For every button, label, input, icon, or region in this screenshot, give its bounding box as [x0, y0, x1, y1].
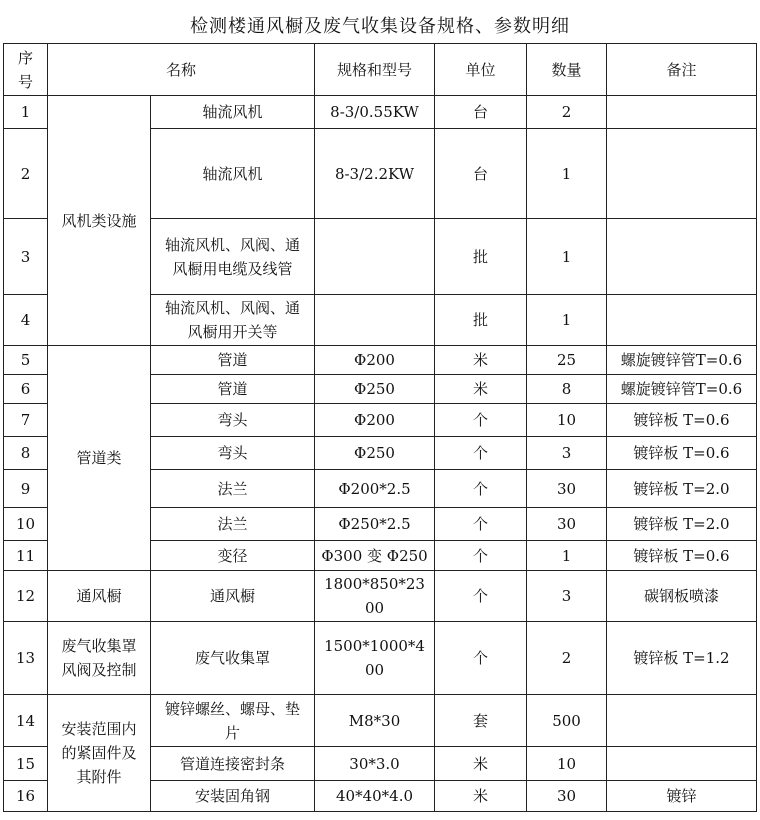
item-qty: 1 — [527, 295, 607, 346]
item-name: 管道连接密封条 — [151, 747, 315, 781]
group-exhaust: 废气收集罩风阀及控制 — [48, 622, 151, 695]
item-spec: M8*30 — [315, 695, 435, 747]
row-number: 4 — [4, 295, 48, 346]
item-qty: 8 — [527, 375, 607, 404]
row-number: 2 — [4, 129, 48, 219]
table-row — [4, 571, 757, 622]
item-qty: 30 — [527, 781, 607, 812]
item-name: 废气收集罩 — [151, 622, 315, 695]
row-number: 6 — [4, 375, 48, 404]
item-note: 镀锌板 T=0.6 — [607, 541, 757, 571]
document-title: 检测楼通风橱及废气收集设备规格、参数明细 — [190, 16, 570, 37]
item-note: 螺旋镀锌管T=0.6 — [607, 346, 757, 375]
row-number: 11 — [4, 541, 48, 571]
row-number: 12 — [4, 571, 48, 622]
item-unit: 米 — [435, 346, 527, 375]
table-row — [4, 96, 757, 129]
header-qty: 数量 — [527, 44, 607, 96]
item-spec: Φ250 — [315, 375, 435, 404]
group-fasten: 安装范围内的紧固件及其附件 — [48, 695, 151, 812]
row-number: 9 — [4, 470, 48, 508]
item-note — [607, 129, 757, 219]
item-qty: 3 — [527, 437, 607, 470]
item-name: 管道 — [151, 346, 315, 375]
row-number: 14 — [4, 695, 48, 747]
item-spec: 8-3/2.2KW — [315, 129, 435, 219]
item-spec — [315, 219, 435, 295]
spec-table — [3, 43, 757, 812]
item-note — [607, 695, 757, 747]
group-fan: 风机类设施 — [48, 96, 151, 346]
item-qty: 1 — [527, 219, 607, 295]
item-unit: 套 — [435, 695, 527, 747]
item-unit: 个 — [435, 508, 527, 541]
item-unit: 台 — [435, 96, 527, 129]
item-name: 法兰 — [151, 508, 315, 541]
header-unit: 单位 — [435, 44, 527, 96]
item-note: 镀锌板 T=0.6 — [607, 437, 757, 470]
item-spec: 40*40*4.0 — [315, 781, 435, 812]
item-spec: Φ250 — [315, 437, 435, 470]
item-qty: 30 — [527, 470, 607, 508]
row-number: 15 — [4, 747, 48, 781]
item-qty: 10 — [527, 404, 607, 437]
item-spec: Φ200 — [315, 346, 435, 375]
item-unit: 批 — [435, 219, 527, 295]
item-note — [607, 96, 757, 129]
group-duct: 管道类 — [48, 346, 151, 571]
item-unit: 批 — [435, 295, 527, 346]
item-unit: 个 — [435, 541, 527, 571]
table-row — [4, 622, 757, 695]
item-name: 安装固角钢 — [151, 781, 315, 812]
item-unit: 米 — [435, 747, 527, 781]
table-row — [4, 695, 757, 747]
item-name: 轴流风机 — [151, 96, 315, 129]
row-number: 16 — [4, 781, 48, 812]
item-name: 镀锌螺丝、螺母、垫片 — [151, 695, 315, 747]
item-qty: 2 — [527, 96, 607, 129]
item-name: 通风橱 — [151, 571, 315, 622]
item-spec: 1500*1000*400 — [315, 622, 435, 695]
row-number: 3 — [4, 219, 48, 295]
item-unit: 台 — [435, 129, 527, 219]
item-note — [607, 747, 757, 781]
item-name: 法兰 — [151, 470, 315, 508]
item-qty: 10 — [527, 747, 607, 781]
item-spec: Φ300 变 Φ250 — [315, 541, 435, 571]
item-qty: 25 — [527, 346, 607, 375]
item-spec: Φ200*2.5 — [315, 470, 435, 508]
item-qty: 30 — [527, 508, 607, 541]
item-note — [607, 219, 757, 295]
item-spec: Φ200 — [315, 404, 435, 437]
item-unit: 个 — [435, 571, 527, 622]
header-note: 备注 — [607, 44, 757, 96]
row-number: 1 — [4, 96, 48, 129]
item-note: 镀锌板 T=2.0 — [607, 470, 757, 508]
row-number: 8 — [4, 437, 48, 470]
header-row — [4, 44, 757, 96]
item-qty: 2 — [527, 622, 607, 695]
item-name: 轴流风机、风阀、通风橱用电缆及线管 — [151, 219, 315, 295]
row-number: 10 — [4, 508, 48, 541]
item-name: 弯头 — [151, 437, 315, 470]
item-note: 镀锌板 T=0.6 — [607, 404, 757, 437]
item-spec: 30*3.0 — [315, 747, 435, 781]
item-note: 镀锌 — [607, 781, 757, 812]
item-spec: 1800*850*2300 — [315, 571, 435, 622]
item-note — [607, 295, 757, 346]
item-name: 轴流风机 — [151, 129, 315, 219]
item-unit: 米 — [435, 375, 527, 404]
item-name: 轴流风机、风阀、通风橱用开关等 — [151, 295, 315, 346]
table-row — [4, 346, 757, 375]
item-spec — [315, 295, 435, 346]
row-number: 5 — [4, 346, 48, 375]
item-spec: 8-3/0.55KW — [315, 96, 435, 129]
group-hood: 通风橱 — [48, 571, 151, 622]
item-name: 变径 — [151, 541, 315, 571]
item-unit: 个 — [435, 437, 527, 470]
item-unit: 个 — [435, 404, 527, 437]
header-spec: 规格和型号 — [315, 44, 435, 96]
item-qty: 1 — [527, 129, 607, 219]
item-qty: 3 — [527, 571, 607, 622]
item-note: 螺旋镀锌管T=0.6 — [607, 375, 757, 404]
header-seq: 序号 — [4, 44, 48, 96]
item-note: 碳钢板喷漆 — [607, 571, 757, 622]
item-name: 弯头 — [151, 404, 315, 437]
item-spec: Φ250*2.5 — [315, 508, 435, 541]
row-number: 7 — [4, 404, 48, 437]
item-name: 管道 — [151, 375, 315, 404]
item-unit: 个 — [435, 470, 527, 508]
item-unit: 米 — [435, 781, 527, 812]
header-name: 名称 — [48, 44, 315, 96]
item-note: 镀锌板 T=2.0 — [607, 508, 757, 541]
item-qty: 1 — [527, 541, 607, 571]
item-unit: 个 — [435, 622, 527, 695]
row-number: 13 — [4, 622, 48, 695]
item-qty: 500 — [527, 695, 607, 747]
item-note: 镀锌板 T=1.2 — [607, 622, 757, 695]
